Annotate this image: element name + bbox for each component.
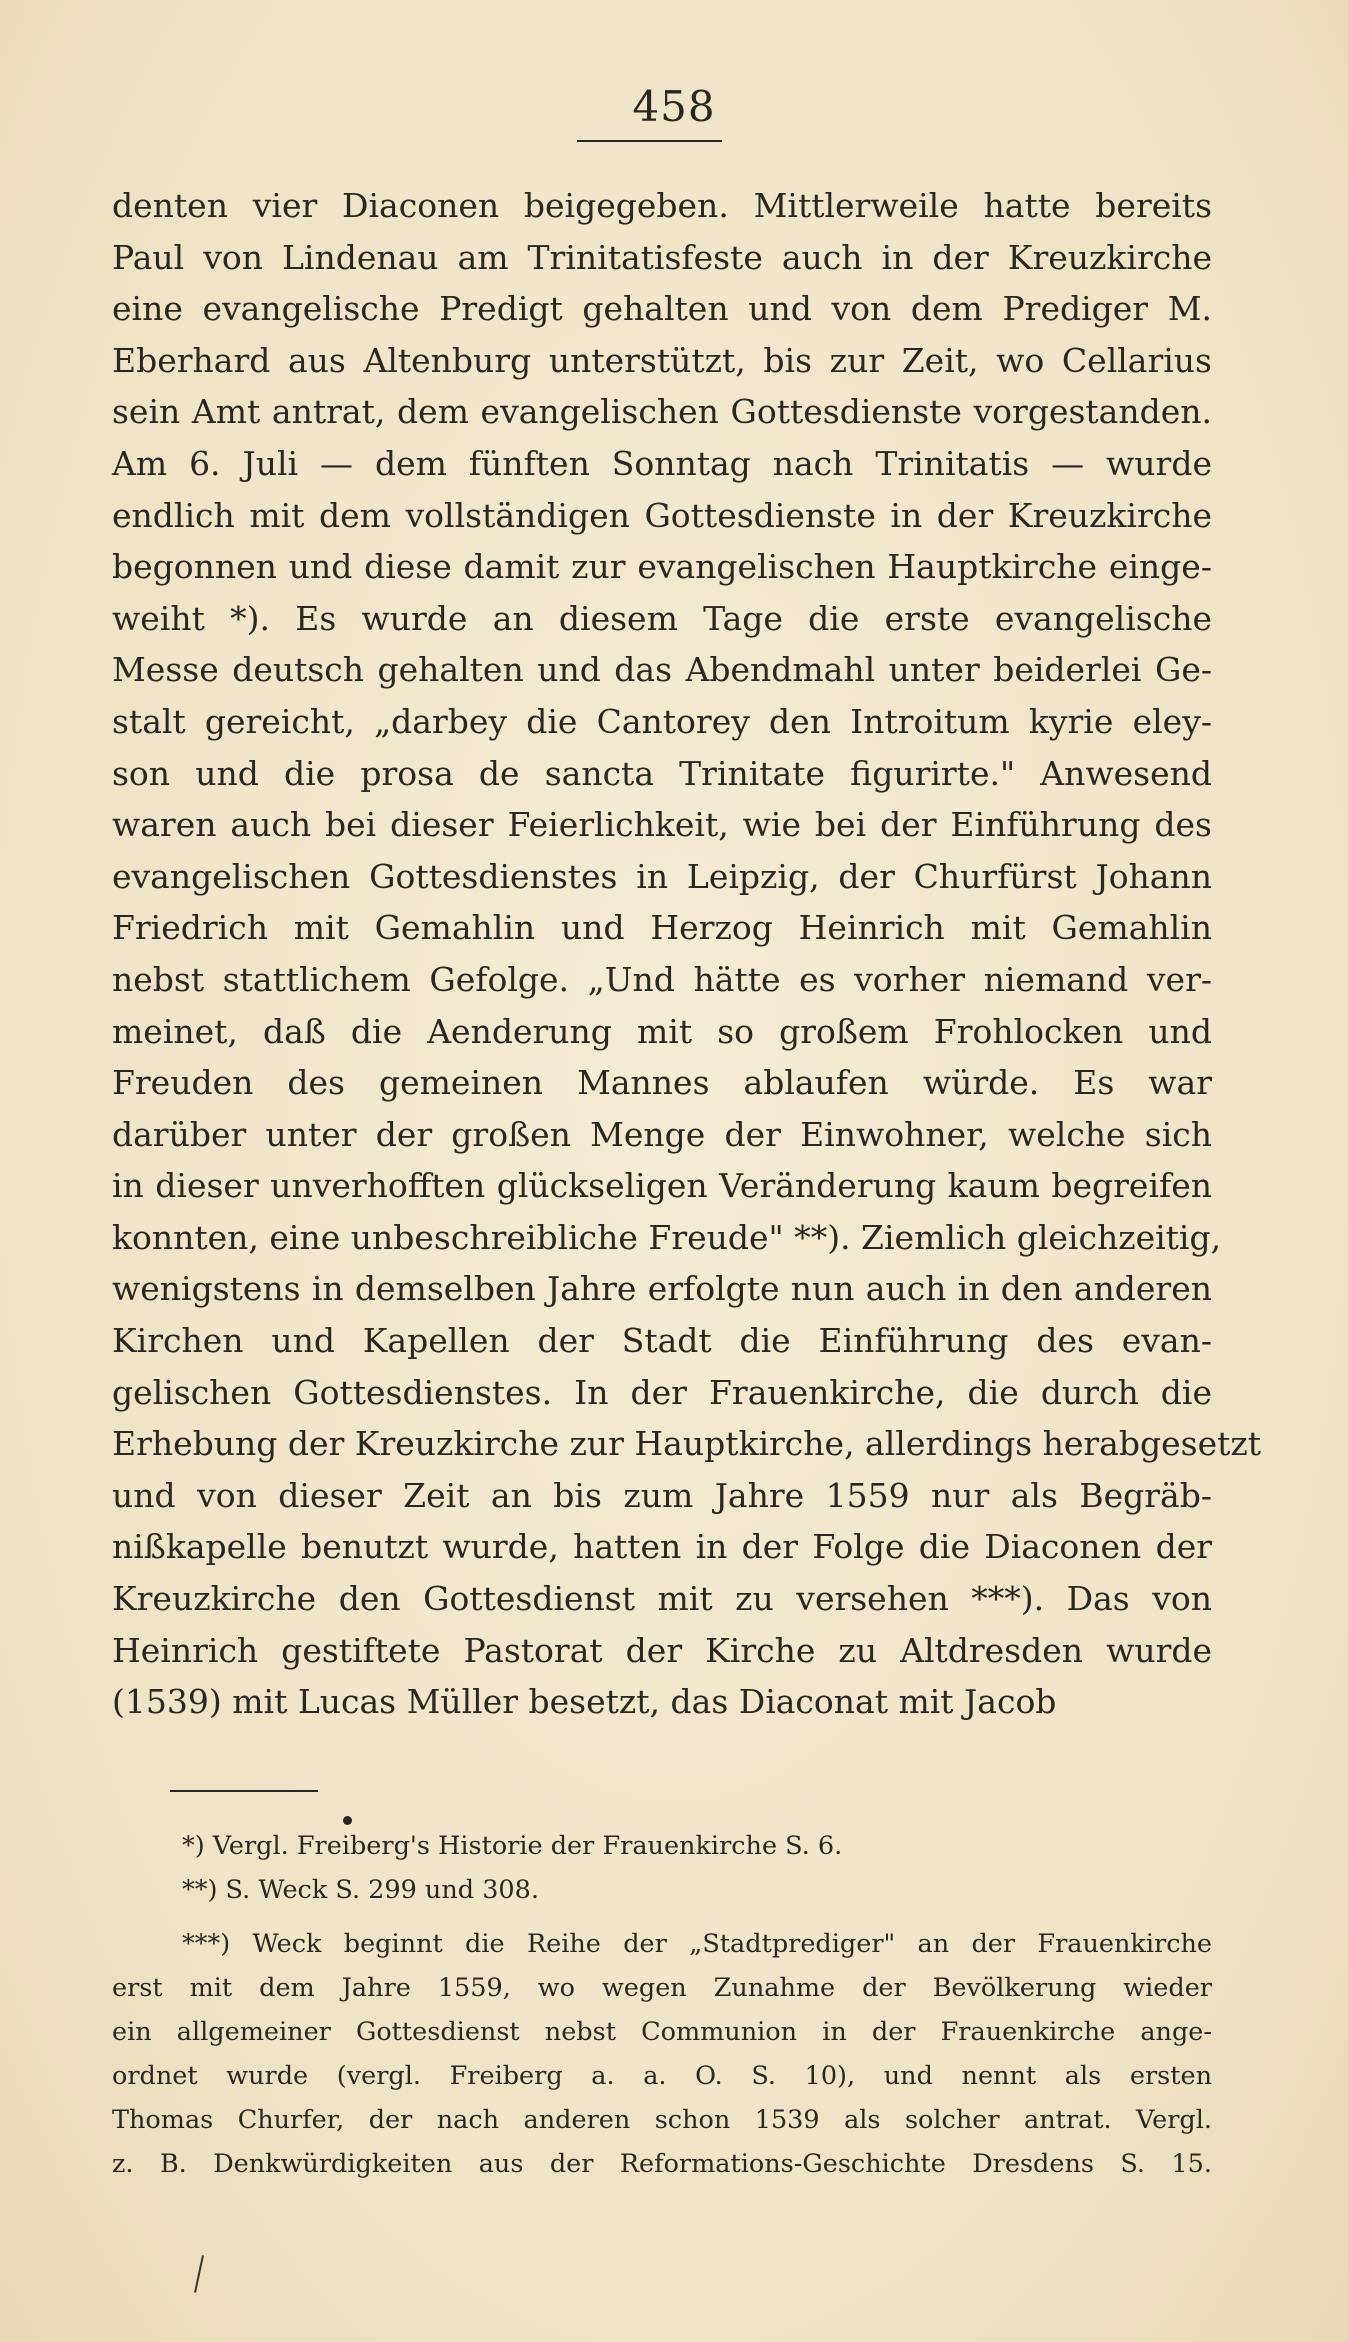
text-line: Eberhard aus Altenburg unterstützt, bis zur Zeit, wo Cellarius xyxy=(112,340,1212,380)
text-line: waren auch bei dieser Feierlichkeit, wie bei der Einführung des xyxy=(112,805,1212,845)
text-line: meinet, daß die Aenderung mit so großem Frohlocken und xyxy=(112,1011,1212,1051)
text-line: begonnen und diese damit zur evangelischen Hauptkirche einge- xyxy=(112,547,1212,587)
text-line: wenigstens in demselben Jahre erfolgte nun auch in den anderen xyxy=(112,1269,1212,1309)
footnote-2: **) S. Weck S. 299 und 308. xyxy=(182,1875,539,1905)
text-line: gelischen Gottesdienstes. In der Frauenkirche, die durch die xyxy=(112,1372,1212,1412)
text-line: nißkapelle benutzt wurde, hatten in der Folge die Diaconen der xyxy=(112,1527,1212,1567)
text-line: konnten, eine unbeschreibliche Freude" **). Ziemlich gleichzeitig, xyxy=(112,1217,1222,1257)
footnote-3-line: z. B. Denkwürdigkeiten aus der Reformations-Geschichte Dresdens S. 15. xyxy=(112,2149,1212,2179)
text-line: darüber unter der großen Menge der Einwohner, welche sich xyxy=(112,1114,1212,1154)
text-line: Messe deutsch gehalten und das Abendmahl unter beiderlei Ge- xyxy=(112,650,1212,690)
text-line: in dieser unverhofften glückseligen Veränderung kaum begreifen xyxy=(112,1166,1212,1206)
text-line: Am 6. Juli — dem fünften Sonntag nach Trinitatis — wurde xyxy=(112,443,1212,483)
text-line: eine evangelische Predigt gehalten und von dem Prediger M. xyxy=(112,289,1212,329)
text-line: (1539) mit Lucas Müller besetzt, das Diaconat mit Jacob xyxy=(112,1682,1057,1722)
footnote-3-line: ein allgemeiner Gottesdienst nebst Communion in der Frauenkirche ange- xyxy=(112,2017,1212,2047)
text-line: und von dieser Zeit an bis zum Jahre 1559 nur als Begräb- xyxy=(112,1475,1212,1515)
footnote-3-line: ordnet wurde (vergl. Freiberg a. a. O. S. 10), und nennt als ersten xyxy=(112,2061,1212,2091)
pencil-mark xyxy=(194,2255,204,2293)
footnote-1: *) Vergl. Freiberg's Historie der Frauenkirche S. 6. xyxy=(182,1831,843,1861)
page-number: 458 xyxy=(632,82,716,131)
main-text xyxy=(112,180,1262,1728)
text-line: Freuden des gemeinen Mannes ablaufen würde. Es war xyxy=(112,1063,1212,1103)
text-line: denten vier Diaconen beigegeben. Mittlerweile hatte bereits xyxy=(112,186,1212,225)
text-line: nebst stattlichem Gefolge. „Und hätte es vorher niemand ver- xyxy=(112,959,1212,999)
text-line: Kreuzkirche den Gottesdienst mit zu versehen ***). Das von xyxy=(112,1579,1212,1619)
text-line: stalt gereicht, „darbey die Cantorey den Introitum kyrie eley- xyxy=(112,701,1212,741)
footnotes xyxy=(112,1824,1212,2186)
text-line: sein Amt antrat, dem evangelischen Gottesdienste vorgestanden. xyxy=(112,392,1212,432)
text-line: Paul von Lindenau am Trinitatisfeste auch in der Kreuzkirche xyxy=(112,237,1212,277)
text-line: Friedrich mit Gemahlin und Herzog Heinrich mit Gemahlin xyxy=(112,908,1212,948)
text-line: evangelischen Gottesdienstes in Leipzig, der Churfürst Johann xyxy=(112,856,1212,896)
text-line: weiht *). Es wurde an diesem Tage die erste evangelische xyxy=(112,598,1212,638)
text-line: Heinrich gestiftete Pastorat der Kirche zu Altdresden wurde xyxy=(112,1630,1212,1670)
footnote-gap xyxy=(112,1912,1212,1922)
text-line: Erhebung der Kreuzkirche zur Hauptkirche, allerdings herabgesetzt xyxy=(112,1424,1262,1464)
page-number-rule xyxy=(577,140,722,142)
footnote-rule xyxy=(170,1790,318,1792)
footnote-3-line: ***) Weck beginnt die Reihe der „Stadtprediger" an der Frauenkirche xyxy=(182,1929,1212,1959)
footnote-3-line: Thomas Churfer, der nach anderen schon 1539 als solcher antrat. Vergl. xyxy=(112,2105,1212,2135)
text-line: endlich mit dem vollständigen Gottesdienste in der Kreuzkirche xyxy=(112,495,1212,535)
footnote-3-line: erst mit dem Jahre 1559, wo wegen Zunahme der Bevölkerung wieder xyxy=(112,1973,1212,2003)
text-line: Kirchen und Kapellen der Stadt die Einführung des evan- xyxy=(112,1321,1212,1361)
text-line: son und die prosa de sancta Trinitate figurirte." Anwesend xyxy=(112,753,1212,793)
